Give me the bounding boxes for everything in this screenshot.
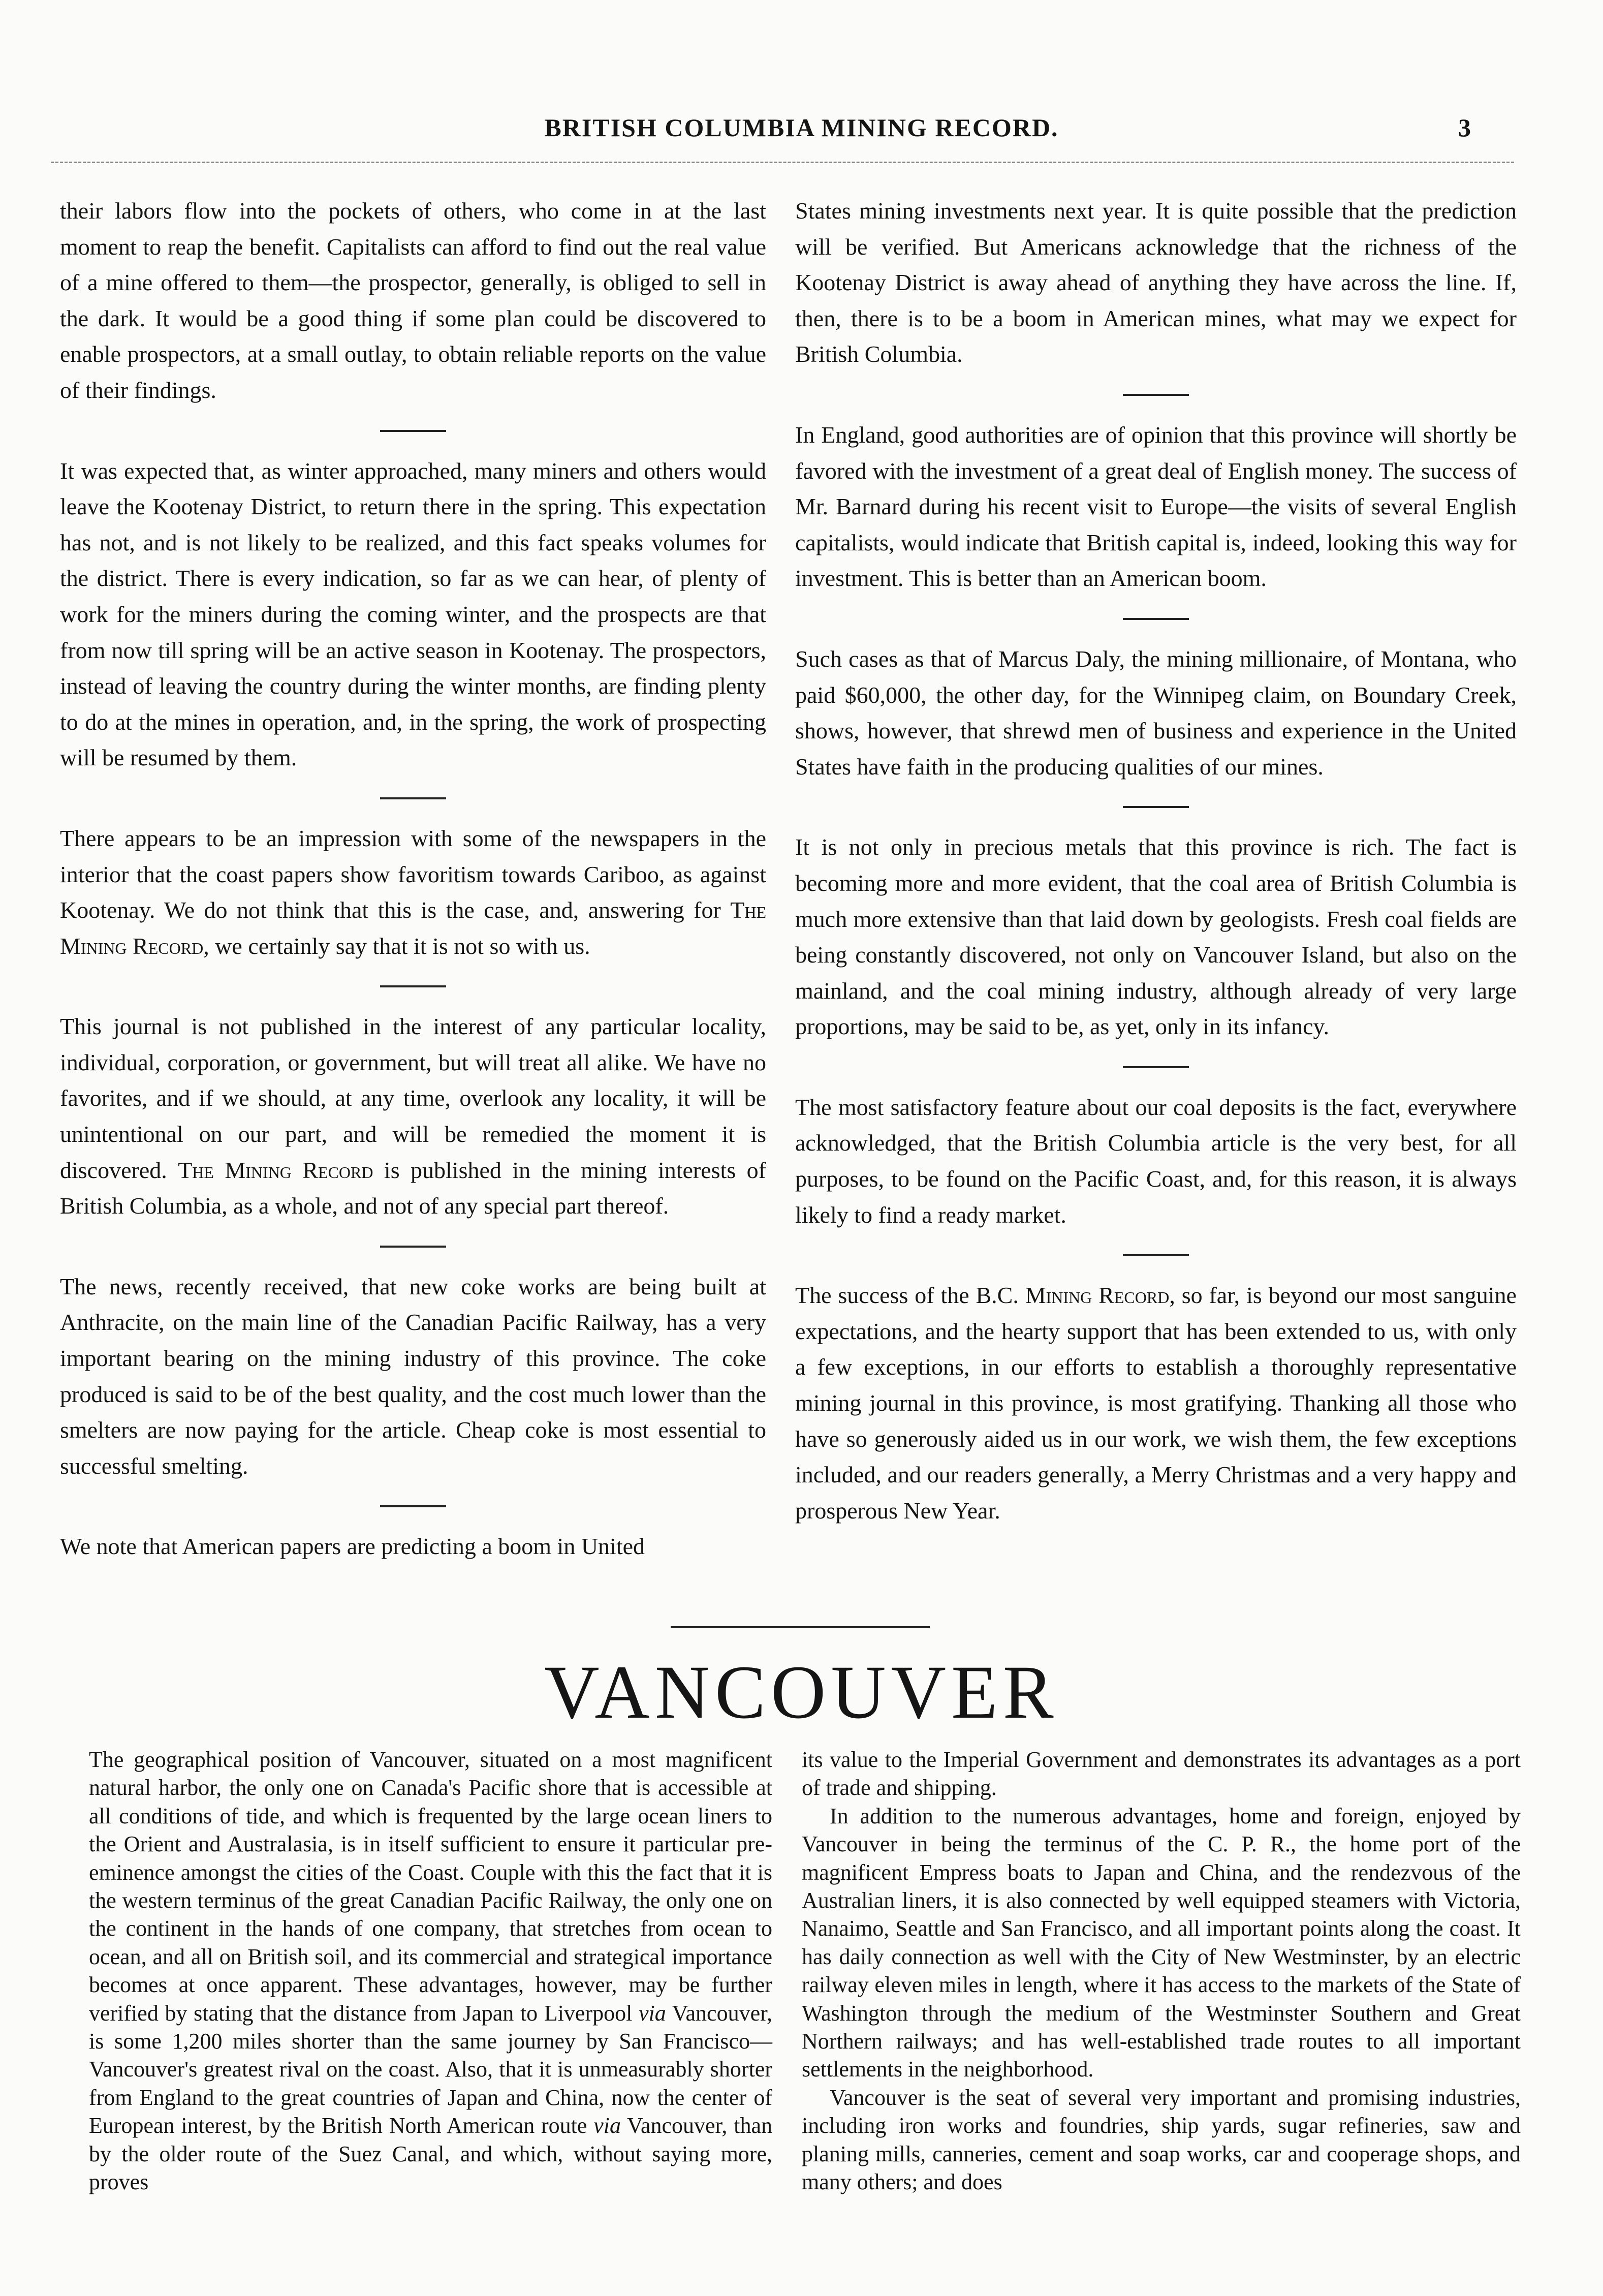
section-title: VANCOUVER — [544, 1650, 1059, 1734]
paragraph-vancouver-value: its value to the Imperial Government and demonstrates its advantages as a port of trade and shipping. — [802, 1747, 1521, 1801]
separator-rule — [1123, 1254, 1189, 1256]
running-title: BRITISH COLUMBIA MINING RECORD. — [544, 113, 1059, 142]
paragraph-coal-quality: The most satisfactory feature about our coal deposits is the fact, everywhere acknowledged, that the British Columbia article is the very best, for all purposes, to be found on the Pacific Coast, and, for this reason, it is always likely to find a ready market. — [795, 1094, 1517, 1228]
paragraph-vancouver-industries: Vancouver is the seat of several very important and promising industries, including iron works and foundries, ship yards, sugar refineries, saw and planing mills, canneries, cement and soap works, car and cooperage shops, and many others; and does — [802, 2085, 1521, 2195]
separator-rule — [380, 430, 446, 432]
separator-rule — [1123, 1066, 1189, 1068]
separator-rule — [380, 985, 446, 987]
header-rule — [51, 162, 1514, 163]
page-header — [0, 113, 1603, 159]
left-column — [60, 193, 766, 1565]
page-number: 3 — [1458, 113, 1471, 142]
paragraph-coke-works: The news, recently received, that new coke works are being built at Anthracite, on the main line of the Canadian Pacific Railway, has a very important bearing on the mining industry of this province. The coke produced is said to be of the best quality, and the cost much lower than the smelters are now paying for the article. Cheap coke is most essential to successful smelting. — [60, 1273, 766, 1479]
paragraph-kootenay-winter: It was expected that, as winter approached, many miners and others would leave the Kootenay District, to return there in the spring. This expectation has not, and is not likely to be realized, and this fact speaks volumes for the district. There is every indication, so far as we can hear, of plenty of work for the miners during the coming winter, and the prospects are that from now till spring will be an active season in Kootenay. The prospectors, instead of leaving the country during the winter months, are finding plenty to do at the mines in operation, and, in the spring, the work of prospecting will be resumed by them. — [60, 457, 766, 771]
separator-rule — [380, 1246, 446, 1248]
paragraph-marcus-daly: Such cases as that of Marcus Daly, the mining millionaire, of Montana, who paid $60,000, the other day, for the Winnipeg claim, on Boundary Creek, shows, however, that shrewd men of business and experience in the United States have faith in the producing qualities of our mines. — [795, 645, 1517, 780]
paragraph-english-capital: In England, good authorities are of opinion that this province will shortly be favored with the investment of a great deal of English money. The success of Mr. Barnard during his recent visit to Europe—the visits of several English capitalists, would indicate that British capital is, indeed, looking this way for investment. This is better than an American boom. — [795, 421, 1517, 592]
separator-rule — [380, 1505, 446, 1507]
separator-rule — [1123, 806, 1189, 808]
paragraph-american-boom: We note that American papers are predicting a boom in United — [60, 1533, 645, 1560]
vancouver-right-column — [802, 1746, 1521, 2196]
paragraph-journal-policy: This journal is not published in the interest of any particular locality, individual, corporation, or government, but will treat all alike. We have no favorites, and if we should, at any time, overlook any locality, it will be unintentional on our part, and will be remedied the moment it is discovered. The Mining Record is published in the mining interests of British Columbia, as a whole, and not of any special part thereof. — [60, 1013, 766, 1219]
paragraph-vancouver-position: The geographical position of Vancouver, situated on a most magnificent natural harbor, the only one on Canada's Pacific shore that is accessible at all conditions of tide, and which is frequented by the large ocean liners to the Orient and Australasia, is in itself sufficient to ensure it particular pre-eminence amongst the cities of the Coast. Couple with this the fact that it is the western terminus of the great Canadian Pacific Railway, the only one on the continent in the hands of one company, that stretches from ocean to ocean, and all on British soil, and its commercial and strategical importance becomes at once apparent. These advantages, however, may be further verified by stating that the distance from Japan to Liverpool via Vancouver, is some 1,200 miles shorter than the same journey by San Francisco—Vancouver's greatest rival on the coast. Also, that it is unmeasurably shorter from England to the great countries of Japan and China, now the center of European interest, by the British North American route via Vancouver, than by the older route of the Suez Canal, and which, without saying more, proves — [89, 1747, 772, 2195]
section-divider-rule — [671, 1626, 930, 1628]
paragraph-prospectors: their labors flow into the pockets of others, who come in at the last moment to reap the benefit. Capitalists can afford to find out the real value of a mine offered to them—the prospector, generally, is obliged to sell in the dark. It would be a good thing if some plan could be discovered to enable prospectors, at a small outlay, to obtain reliable reports on the value of their findings. — [60, 198, 766, 403]
vancouver-left-column — [89, 1746, 772, 2196]
paragraph-christmas-greeting: The success of the B.C. Mining Record, so far, is beyond our most sanguine expectations, and the hearty support that has been extended to us, with only a few exceptions, in our efforts to establish a thoroughly representative mining journal in this province, is most gratifying. Thanking all those who have so generously aided us in our work, we wish them, the few exceptions included, and our readers generally, a Merry Christmas and a very happy and prosperous New Year. — [795, 1282, 1517, 1524]
separator-rule — [380, 797, 446, 799]
paragraph-vancouver-connections: In addition to the numerous advantages, home and foreign, enjoyed by Vancouver in being the terminus of the C. P. R., the home port of the magnificent Empress boats to Japan and China, and the rendezvous of the Australian liners, it is also connected by well equipped steamers with Victoria, Nanaimo, Seattle and San Francisco, and all important points along the coast. It has daily connection as well with the City of New Westminster, by an electric railway eleven miles in length, where it has access to the markets of the State of Washington through the medium of the Westminster Southern and Great Northern railways; and has well-established trade routes to all important settlements in the neighborhood. — [802, 1803, 1521, 2082]
right-column — [795, 193, 1517, 1529]
paragraph-favoritism: There appears to be an impression with some of the newspapers in the interior that the coast papers show favoritism towards Cariboo, as against Kootenay. We do not think that this is the case, and, answering for The Mining Record, we certainly say that it is not so with us. — [60, 825, 766, 959]
separator-rule — [1123, 394, 1189, 396]
separator-rule — [1123, 618, 1189, 620]
paragraph-american-investments: States mining investments next year. It is quite possible that the prediction will be verified. But Americans acknowledge that the richness of the Kootenay District is away ahead of anything they have across the line. If, then, there is to be a boom in American mines, what may we expect for British Columbia. — [795, 198, 1517, 367]
paragraph-coal-area: It is not only in precious metals that this province is rich. The fact is becoming more and more evident, that the coal area of British Columbia is much more extensive than that laid down by geologists. Fresh coal fields are being constantly discovered, not only on Vancouver Island, but also on the mainland, and the coal mining industry, although already of very large proportions, may be said to be, as yet, only in its infancy. — [795, 834, 1517, 1040]
